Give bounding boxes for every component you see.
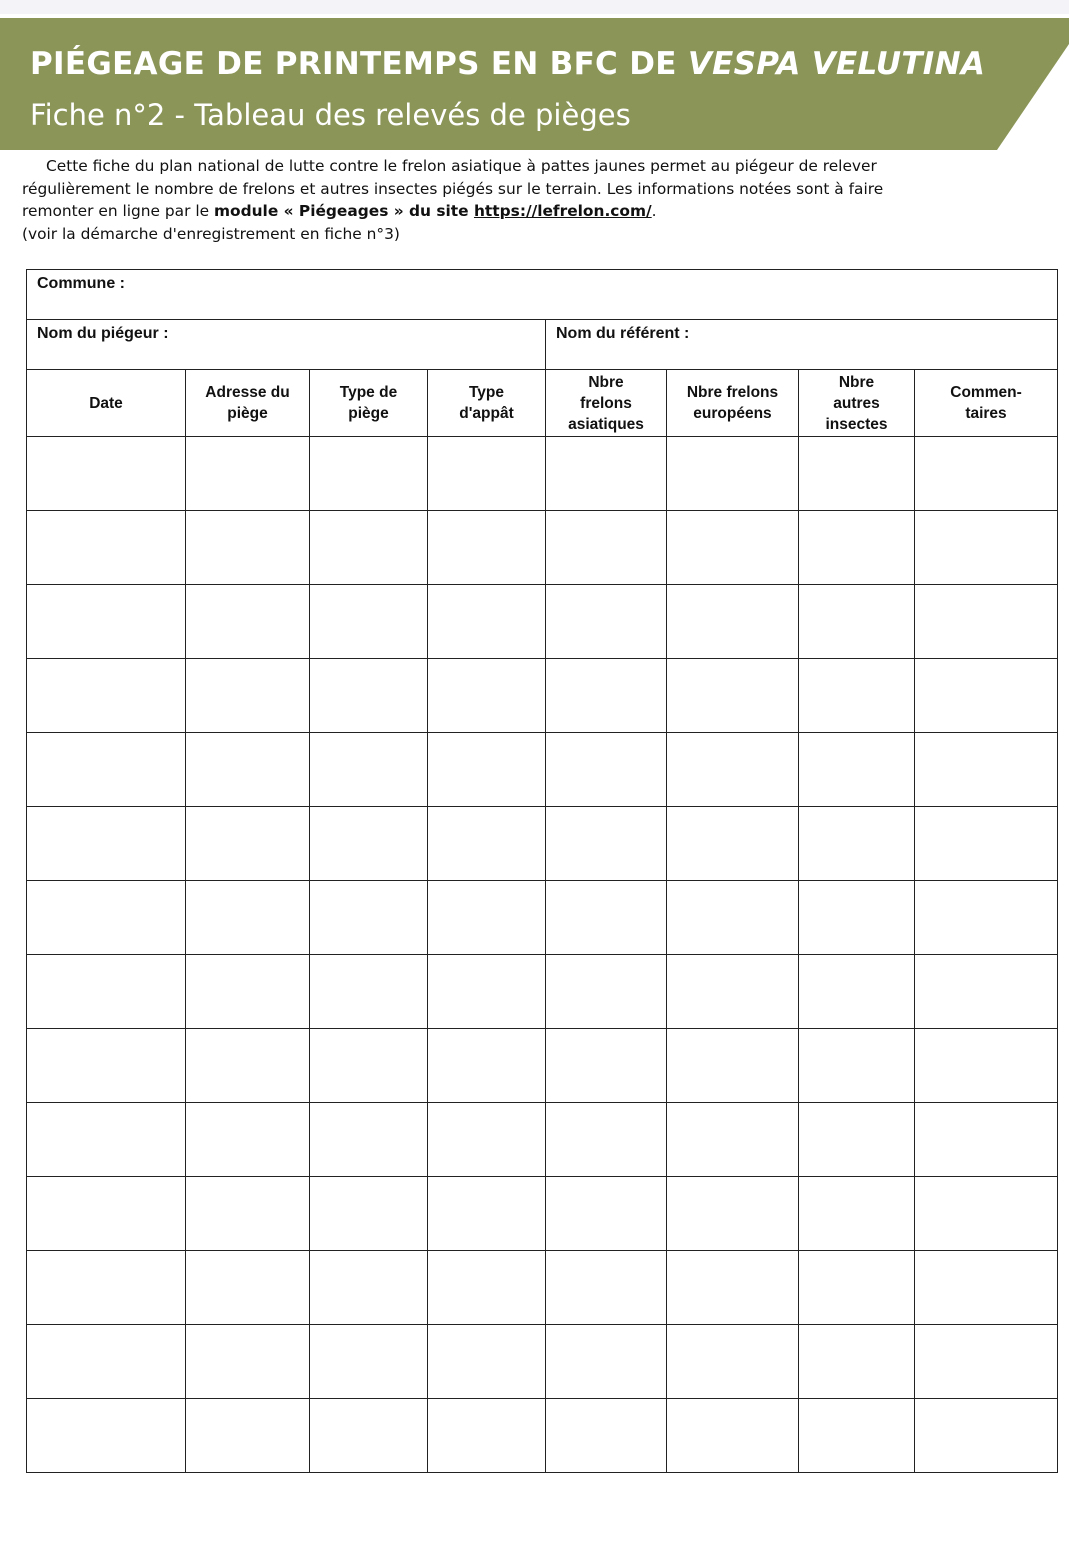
table-row [27, 733, 1058, 807]
entry-cell-date[interactable] [27, 437, 186, 511]
entry-cell-type-appat[interactable] [428, 1103, 546, 1177]
entry-cell-type-appat[interactable] [428, 1177, 546, 1251]
entry-cell-adresse[interactable] [186, 437, 310, 511]
lefrelon-link[interactable]: https://lefrelon.com/ [473, 202, 652, 220]
column-header-frelons-asiatiques [546, 370, 667, 437]
entry-cell-frelons-asiatiques[interactable] [546, 437, 667, 511]
entry-cell-autres-insectes[interactable] [799, 1399, 915, 1473]
entry-cell-commentaires[interactable] [915, 659, 1058, 733]
trap-readings-table [26, 269, 1058, 1473]
entry-cell-frelons-europeens[interactable] [667, 807, 799, 881]
entry-cell-type-piege[interactable] [310, 1029, 428, 1103]
table-header-row [27, 370, 1058, 437]
entry-cell-type-appat[interactable] [428, 1251, 546, 1325]
table-row [27, 1399, 1058, 1473]
intro-line-2: régulièrement le nombre de frelons et autres insectes piégés sur le terrain. Les informations notées sont à faire [22, 179, 884, 198]
page-title: PIÉGEAGE DE PRINTEMPS EN BFC DE VESPA VELUTINA [30, 46, 986, 82]
entry-cell-date[interactable] [27, 807, 186, 881]
entry-cell-type-appat[interactable] [428, 1029, 546, 1103]
column-header-line: autres [833, 394, 880, 412]
entry-cell-type-piege[interactable] [310, 437, 428, 511]
entry-cell-type-piege[interactable] [310, 1325, 428, 1399]
entry-cell-adresse[interactable] [186, 955, 310, 1029]
entry-cell-frelons-europeens[interactable] [667, 1251, 799, 1325]
entry-cell-autres-insectes[interactable] [799, 1103, 915, 1177]
column-header-line: européens [693, 405, 772, 422]
entry-cell-frelons-asiatiques[interactable] [546, 1029, 667, 1103]
entry-cell-type-piege[interactable] [310, 733, 428, 807]
entry-cell-autres-insectes[interactable] [799, 511, 915, 585]
entry-cell-commentaires[interactable] [915, 1251, 1058, 1325]
entry-cell-autres-insectes[interactable] [799, 585, 915, 659]
table-row [27, 659, 1058, 733]
column-header-line: piège [227, 405, 268, 422]
entry-cell-commentaires[interactable] [915, 511, 1058, 585]
column-header-date [27, 370, 186, 437]
entry-cell-adresse[interactable] [186, 511, 310, 585]
table-row [27, 807, 1058, 881]
column-header-line: Nbre [838, 373, 875, 391]
entry-cell-type-piege[interactable] [310, 585, 428, 659]
table-row [27, 1177, 1058, 1251]
entry-cell-autres-insectes[interactable] [799, 659, 915, 733]
table-row [27, 585, 1058, 659]
entry-cell-commentaires[interactable] [915, 585, 1058, 659]
entry-cell-autres-insectes[interactable] [799, 807, 915, 881]
entry-cell-frelons-europeens[interactable] [667, 1177, 799, 1251]
column-header-frelons-europeens [667, 370, 799, 437]
entry-cell-adresse[interactable] [186, 585, 310, 659]
entry-cell-date[interactable] [27, 1029, 186, 1103]
entry-cell-date[interactable] [27, 733, 186, 807]
entry-cell-type-piege[interactable] [310, 1251, 428, 1325]
entry-cell-frelons-europeens[interactable] [667, 1029, 799, 1103]
entry-cell-frelons-europeens[interactable] [667, 1103, 799, 1177]
entry-cell-type-piege[interactable] [310, 881, 428, 955]
entry-cell-commentaires[interactable] [915, 807, 1058, 881]
entry-cell-adresse[interactable] [186, 659, 310, 733]
table-row [27, 1029, 1058, 1103]
column-header-line: Nbre [588, 373, 624, 391]
referent-label: Nom du référent : [556, 325, 690, 342]
intro-line-1: Cette fiche du plan national de lutte contre le frelon asiatique à pattes jaunes permet au piégeur de relever [46, 157, 877, 175]
entry-cell-type-appat[interactable] [428, 659, 546, 733]
top-strip [0, 0, 1069, 14]
commune-field[interactable] [27, 270, 1058, 320]
entry-cell-adresse[interactable] [186, 1029, 310, 1103]
entry-cell-type-appat[interactable] [428, 807, 546, 881]
entry-cell-autres-insectes[interactable] [799, 1177, 915, 1251]
entry-cell-autres-insectes[interactable] [799, 881, 915, 955]
column-header-line: taires [965, 405, 1007, 422]
intro-paragraph [22, 155, 1058, 245]
entry-cell-date[interactable] [27, 1103, 186, 1177]
entry-cell-type-appat[interactable] [428, 1325, 546, 1399]
entry-cell-date[interactable] [27, 1399, 186, 1473]
column-header-line: d'appât [459, 405, 514, 422]
entry-cell-frelons-europeens[interactable] [667, 1325, 799, 1399]
entry-cell-adresse[interactable] [186, 733, 310, 807]
entry-cell-frelons-asiatiques[interactable] [546, 1325, 667, 1399]
entry-cell-frelons-europeens[interactable] [667, 955, 799, 1029]
entry-cell-adresse[interactable] [186, 1177, 310, 1251]
entry-cell-frelons-asiatiques[interactable] [546, 585, 667, 659]
page-subtitle: Fiche n°2 - Tableau des relevés de pièges [30, 98, 631, 132]
entry-cell-date[interactable] [27, 659, 186, 733]
entry-cell-type-piege[interactable] [310, 659, 428, 733]
entry-cell-type-appat[interactable] [428, 511, 546, 585]
entry-cell-frelons-europeens[interactable] [667, 511, 799, 585]
intro-line-4: (voir la démarche d'enregistrement en fiche n°3) [22, 224, 400, 243]
entry-cell-frelons-asiatiques[interactable] [546, 881, 667, 955]
entry-cell-commentaires[interactable] [915, 881, 1058, 955]
table-row [27, 955, 1058, 1029]
entry-cell-date[interactable] [27, 1177, 186, 1251]
entry-cell-frelons-europeens[interactable] [667, 733, 799, 807]
column-header-line: asiatiques [568, 415, 644, 433]
entry-cell-type-piege[interactable] [310, 807, 428, 881]
entry-cell-autres-insectes[interactable] [799, 1251, 915, 1325]
column-header-line: insectes [825, 415, 888, 433]
column-header-line: Date [89, 394, 123, 412]
entry-cell-commentaires[interactable] [915, 1399, 1058, 1473]
entry-cell-type-piege[interactable] [310, 955, 428, 1029]
referent-field[interactable] [546, 320, 1058, 370]
entry-cell-frelons-asiatiques[interactable] [546, 659, 667, 733]
entry-cell-commentaires[interactable] [915, 1029, 1058, 1103]
entry-cell-type-piege[interactable] [310, 1399, 428, 1473]
column-header-autres-insectes [799, 370, 915, 437]
entry-cell-commentaires[interactable] [915, 1103, 1058, 1177]
entry-cell-date[interactable] [27, 955, 186, 1029]
column-header-line: piège [348, 405, 389, 422]
table-row [27, 437, 1058, 511]
entry-cell-type-appat[interactable] [428, 437, 546, 511]
entry-cell-date[interactable] [27, 881, 186, 955]
entry-cell-frelons-asiatiques[interactable] [546, 1399, 667, 1473]
entry-cell-autres-insectes[interactable] [799, 437, 915, 511]
entry-cell-date[interactable] [27, 1251, 186, 1325]
entry-cell-autres-insectes[interactable] [799, 955, 915, 1029]
entry-cell-type-piege[interactable] [310, 511, 428, 585]
entry-cell-autres-insectes[interactable] [799, 733, 915, 807]
entry-cell-frelons-asiatiques[interactable] [546, 733, 667, 807]
entry-cell-frelons-asiatiques[interactable] [546, 1103, 667, 1177]
table-row [27, 1251, 1058, 1325]
entry-cell-commentaires[interactable] [915, 733, 1058, 807]
entry-cell-commentaires[interactable] [915, 1177, 1058, 1251]
entry-cell-type-appat[interactable] [428, 733, 546, 807]
entry-cell-type-piege[interactable] [310, 1103, 428, 1177]
entry-cell-adresse[interactable] [186, 1399, 310, 1473]
column-header-commentaires [915, 370, 1058, 437]
column-header-line: frelons [580, 394, 632, 412]
entry-cell-commentaires[interactable] [915, 437, 1058, 511]
entry-cell-frelons-europeens[interactable] [667, 881, 799, 955]
table-row [27, 1103, 1058, 1177]
entry-cell-autres-insectes[interactable] [799, 1325, 915, 1399]
column-header-line: Type [468, 384, 505, 401]
table-row [27, 511, 1058, 585]
entry-cell-frelons-europeens[interactable] [667, 1399, 799, 1473]
entry-cell-date[interactable] [27, 1325, 186, 1399]
entry-cell-frelons-asiatiques[interactable] [546, 511, 667, 585]
entry-cell-type-appat[interactable] [428, 1399, 546, 1473]
entry-cell-adresse[interactable] [186, 881, 310, 955]
table-row [27, 1325, 1058, 1399]
entry-cell-date[interactable] [27, 585, 186, 659]
entry-cell-adresse[interactable] [186, 1103, 310, 1177]
column-header-line: Nbre frelons [686, 384, 779, 401]
entry-cell-adresse[interactable] [186, 807, 310, 881]
column-header-adresse [186, 370, 310, 437]
entry-cell-frelons-asiatiques[interactable] [546, 1251, 667, 1325]
piegeur-field[interactable] [27, 320, 546, 370]
commune-label: Commune : [37, 275, 125, 292]
piegeur-label: Nom du piégeur : [37, 325, 169, 342]
table-row [27, 881, 1058, 955]
entry-cell-adresse[interactable] [186, 1251, 310, 1325]
module-name: module « Piégeages » du site [213, 202, 474, 220]
entry-cell-frelons-europeens[interactable] [667, 437, 799, 511]
entry-cell-date[interactable] [27, 511, 186, 585]
entry-cell-commentaires[interactable] [915, 1325, 1058, 1399]
intro-line-3: remonter en ligne par le module « Piégeages » du site https://lefrelon.com/. [22, 202, 657, 220]
entry-cell-frelons-asiatiques[interactable] [546, 807, 667, 881]
column-header-line: Type de [339, 384, 398, 401]
species-name: VESPA VELUTINA [687, 46, 986, 82]
entry-cell-type-piege[interactable] [310, 1177, 428, 1251]
entry-cell-type-appat[interactable] [428, 585, 546, 659]
entry-cell-type-appat[interactable] [428, 881, 546, 955]
column-header-line: Adresse du [205, 384, 290, 401]
entry-cell-frelons-europeens[interactable] [667, 659, 799, 733]
entry-cell-frelons-asiatiques[interactable] [546, 955, 667, 1029]
column-header-type-piege [310, 370, 428, 437]
entry-cell-autres-insectes[interactable] [799, 1029, 915, 1103]
entry-cell-adresse[interactable] [186, 1325, 310, 1399]
entry-cell-commentaires[interactable] [915, 955, 1058, 1029]
column-header-type-appat [428, 370, 546, 437]
entry-cell-type-appat[interactable] [428, 955, 546, 1029]
entry-cell-frelons-europeens[interactable] [667, 585, 799, 659]
entry-cell-frelons-asiatiques[interactable] [546, 1177, 667, 1251]
column-header-line: Commen- [950, 384, 1022, 401]
